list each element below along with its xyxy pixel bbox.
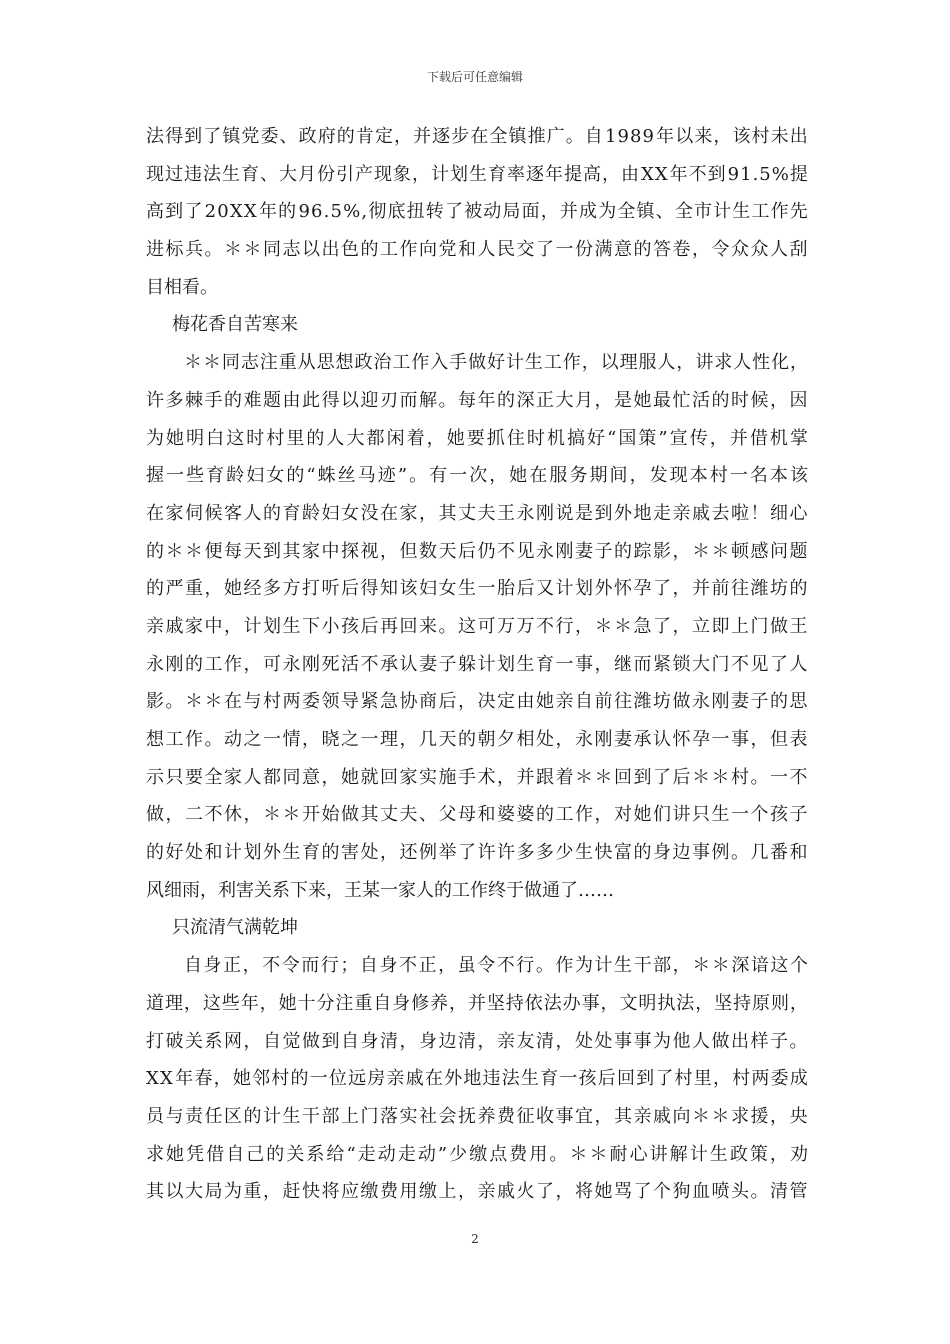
text-line: 现 过 违 法 生 育 、 大 月 份 引 产 现 象 ， 计 划 生 育 率 逐 年 提 高 ， 由 X X 年 不 到 9 1 . 5 % 提 [146,163,808,185]
section-heading: 梅花香自苦寒来 [172,314,298,336]
text-line: 的 好 处 和 计 划 外 生 育 的 害 处 ， 还 例 举 了 许 许 多 多 少 生 快 富 的 身 边 事 例 。 几 番 和 [146,842,808,864]
paragraph [146,947,808,1211]
text-line: ＊ ＊ 同 志 注 重 从 思 想 政 治 工 作 入 手 做 好 计 生 工 作 ， 以 理 服 人 ， 讲 求 人 性 化 ， [184,352,808,374]
text-line: 做 ， 二 不 休 ， ＊ ＊ 开 始 做 其 丈 夫 、 父 母 和 婆 婆 的 工 作 ， 对 她 们 讲 只 生 一 个 孩 子 [146,804,808,826]
text-line: 为 她 明 白 这 时 村 里 的 人 大 都 闲 着 ， 她 要 抓 住 时 机 搞 好 “ 国 策 ” 宣 传 ， 并 借 机 掌 [146,427,808,449]
text-line: 目相看。 [146,276,218,298]
text-line: 法 得 到 了 镇 党 委 、 政 府 的 肯 定 ， 并 逐 步 在 全 镇 推 广 。 自 1 9 8 9 年 以 来 ， 该 村 未 出 [146,126,808,147]
page-number: 2 [471,1232,479,1246]
document-body [146,118,808,1211]
text-line: 高 到 了 2 0 X X 年 的 9 6 . 5 % , 彻 底 扭 转 了 被 动 局 面 ， 并 成 为 全 镇 、 全 市 计 生 工 作 先 [146,201,808,223]
text-line: 许 多 棘 手 的 难 题 由 此 得 以 迎 刃 而 解 。 每 年 的 深 正 大 月 ， 是 她 最 忙 活 的 时 候 ， 因 [146,389,808,411]
text-line: 想 工 作 。 动 之 一 情 ， 晓 之 一 理 ， 几 天 的 朝 夕 相 处 ， 永 刚 妻 承 认 怀 孕 一 事 ， 但 表 [146,729,808,750]
section-heading: 只流清气满乾坤 [172,917,298,939]
text-line: 永 刚 的 工 作 ， 可 永 刚 死 活 不 承 认 妻 子 躲 计 划 生 育 一 事 ， 继 而 紧 锁 大 门 不 见 了 人 [146,653,808,675]
text-line: 道 理 ， 这 些 年 ， 她 十 分 注 重 自 身 修 养 ， 并 坚 持 依 法 办 事 ， 文 明 执 法 ， 坚 持 原 则 ， [146,992,808,1014]
text-line: 打 破 关 系 网 ， 自 觉 做 到 自 身 清 ， 身 边 清 ， 亲 友 清 ， 处 处 事 事 为 他 人 做 出 样 子 。 [146,1030,808,1052]
paragraph [146,344,808,909]
text-line: 的 ＊ ＊ 便 每 天 到 其 家 中 探 视 ， 但 数 天 后 仍 不 见 永 刚 妻 子 的 踪 影 ， ＊ ＊ 顿 感 问 题 [146,540,808,562]
text-line: 的 严 重 ， 她 经 多 方 打 听 后 得 知 该 妇 女 生 一 胎 后 又 计 划 外 怀 孕 了 ， 并 前 往 潍 坊 的 [146,578,808,600]
text-line: 影 。 ＊ ＊ 在 与 村 两 委 领 导 紧 急 协 商 后 ， 决 定 由 她 亲 自 前 往 潍 坊 做 永 刚 妻 子 的 思 [146,691,808,713]
text-line: 员 与 责 任 区 的 计 生 干 部 上 门 落 实 社 会 抚 养 费 征 收 事 宜 ， 其 亲 戚 向 ＊ ＊ 求 援 ， 央 [146,1105,808,1127]
text-line: 握 一 些 育 龄 妇 女 的 “ 蛛 丝 马 迹 ” 。 有 一 次 ， 她 在 服 务 期 间 ， 发 现 本 村 一 名 本 该 [146,465,808,487]
text-line: 求 她 凭 借 自 己 的 关 系 给 “ 走 动 走 动 ” 少 缴 点 费 用 。 ＊ ＊ 耐 心 讲 解 计 生 政 策 ， 劝 [146,1143,808,1165]
text-line: X X 年 春 ， 她 邻 村 的 一 位 远 房 亲 戚 在 外 地 违 法 生 育 一 孩 后 回 到 了 村 里 ， 村 两 委 成 [146,1068,808,1090]
page-header-note: 下载后可任意编辑 [426,70,523,84]
text-line: 示 只 要 全 家 人 都 同 意 ， 她 就 回 家 实 施 手 术 ， 并 跟 着 ＊ ＊ 回 到 了 后 ＊ ＊ 村 。 一 不 [146,766,808,788]
text-line: 在 家 伺 候 客 人 的 育 龄 妇 女 没 在 家 ， 其 丈 夫 王 永 刚 说 是 到 外 地 走 亲 戚 去 啦 ！ 细 心 [146,502,808,524]
paragraph [146,118,808,306]
text-line: 自 身 正 ， 不 令 而 行 ； 自 身 不 正 ， 虽 令 不 行 。 作 为 计 生 干 部 ， ＊ ＊ 深 谙 这 个 [184,955,808,977]
text-line: 进 标 兵 。 ＊ ＊ 同 志 以 出 色 的 工 作 向 党 和 人 民 交 了 一 份 满 意 的 答 卷 ， 令 众 众 人 刮 [146,239,808,261]
text-line: 其 以 大 局 为 重 ， 赶 快 将 应 缴 费 用 缴 上 ， 亲 戚 火 了 ， 将 她 骂 了 个 狗 血 喷 头 。 清 管 [146,1181,808,1203]
text-line: 亲 戚 家 中 ， 计 划 生 下 小 孩 后 再 回 来 。 这 可 万 万 不 行 ， ＊ ＊ 急 了 ， 立 即 上 门 做 王 [146,615,808,637]
text-line: 风细雨，利害关系下来，王某一家人的工作终于做通了…… [146,879,614,901]
